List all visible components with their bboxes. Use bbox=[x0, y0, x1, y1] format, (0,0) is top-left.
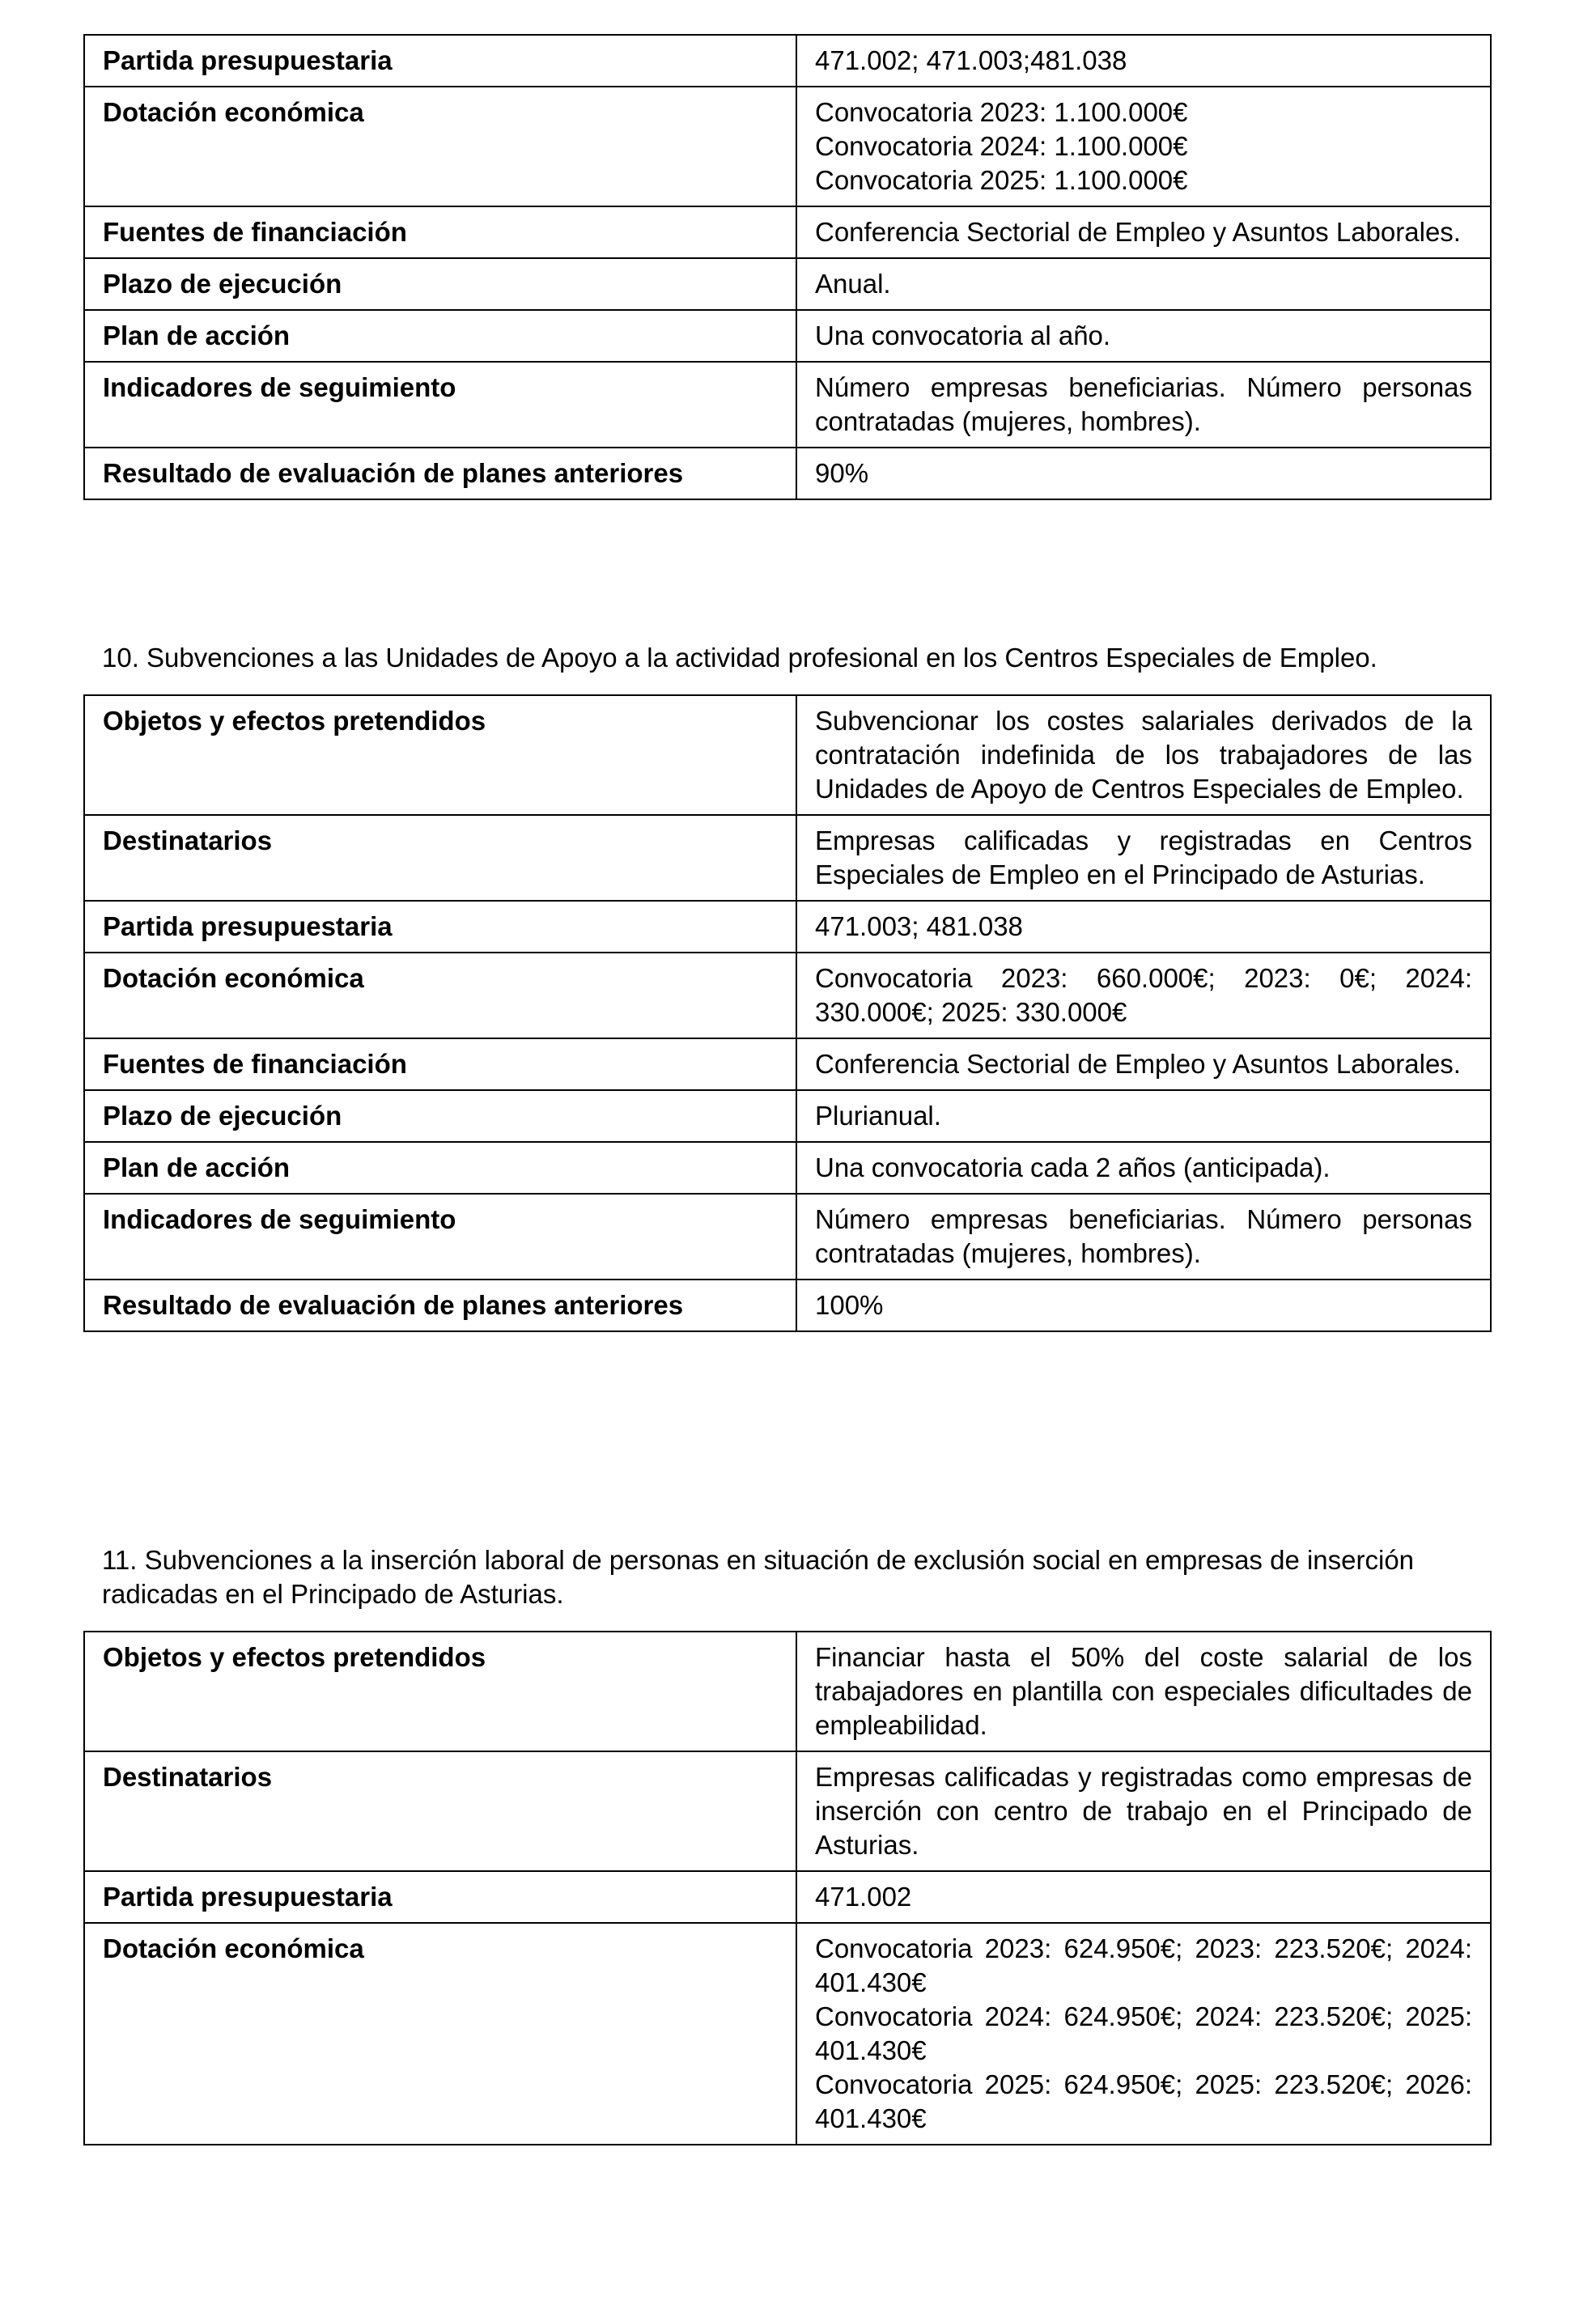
row-value bbox=[796, 87, 1491, 206]
row-label: Destinatarios bbox=[84, 815, 796, 901]
row-value bbox=[796, 362, 1491, 448]
table-row bbox=[84, 1142, 1491, 1194]
row-label: Plazo de ejecución bbox=[84, 1090, 796, 1142]
grant-table-11 bbox=[83, 1631, 1492, 2145]
row-label: Plan de acción bbox=[84, 310, 796, 362]
table-row bbox=[84, 448, 1491, 499]
row-value bbox=[796, 1632, 1491, 1751]
value-line: 90% bbox=[815, 458, 869, 488]
value-line: Plurianual. bbox=[815, 1101, 941, 1131]
row-label: Indicadores de seguimiento bbox=[84, 362, 796, 448]
table-row bbox=[84, 310, 1491, 362]
section-heading-10: 10. Subvenciones a las Unidades de Apoyo a la actividad profesional en los Centros Especiales de Empleo. bbox=[102, 643, 1377, 673]
table-row bbox=[84, 1194, 1491, 1280]
value-line: Financiar hasta el 50% del coste salarial de los trabajadores en plantilla con especiales dificultades de empleabilidad. bbox=[815, 1642, 1472, 1740]
value-line: Una convocatoria cada 2 años (anticipada). bbox=[815, 1152, 1331, 1182]
row-value bbox=[796, 35, 1491, 87]
row-value bbox=[796, 1871, 1491, 1923]
row-value bbox=[796, 815, 1491, 901]
value-line: Empresas calificadas y registradas en Centros Especiales de Empleo en el Principado de Asturias. bbox=[815, 825, 1472, 889]
row-label: Resultado de evaluación de planes anteriores bbox=[84, 448, 796, 499]
table-row bbox=[84, 1871, 1491, 1923]
row-value bbox=[796, 258, 1491, 310]
grant-table-10 bbox=[83, 694, 1492, 1332]
grant-table-9 bbox=[83, 34, 1492, 500]
row-value bbox=[796, 1280, 1491, 1331]
value-line: 471.003; 481.038 bbox=[815, 911, 1023, 941]
row-label: Fuentes de financiación bbox=[84, 206, 796, 258]
value-line: Conferencia Sectorial de Empleo y Asuntos Laborales. bbox=[815, 217, 1461, 247]
value-line: Anual. bbox=[815, 269, 891, 299]
section-heading-11: 11. Subvenciones a la inserción laboral de personas en situación de exclusión social en empresas de inserción radicadas en el Principado de Asturias. bbox=[102, 1545, 1415, 1609]
row-value bbox=[796, 1142, 1491, 1194]
table-row bbox=[84, 1923, 1491, 2145]
row-value bbox=[796, 1090, 1491, 1142]
value-line: 471.002 bbox=[815, 1882, 912, 1912]
value-line: Convocatoria 2025: 624.950€; 2025: 223.520€; 2026: 401.430€ bbox=[815, 2069, 1472, 2133]
value-line: Convocatoria 2025: 1.100.000€ bbox=[815, 165, 1188, 195]
table-row bbox=[84, 206, 1491, 258]
table-row bbox=[84, 1038, 1491, 1090]
table-row bbox=[84, 35, 1491, 87]
value-line: 471.002; 471.003;481.038 bbox=[815, 45, 1127, 75]
row-value bbox=[796, 310, 1491, 362]
value-line: Una convocatoria al año. bbox=[815, 320, 1111, 350]
row-label: Dotación económica bbox=[84, 953, 796, 1038]
row-value bbox=[796, 1038, 1491, 1090]
row-value bbox=[796, 1194, 1491, 1280]
table-row bbox=[84, 1632, 1491, 1751]
row-label: Dotación económica bbox=[84, 1923, 796, 2145]
row-value bbox=[796, 206, 1491, 258]
row-label: Destinatarios bbox=[84, 1751, 796, 1871]
value-line: Convocatoria 2023: 660.000€; 2023: 0€; 2024: 330.000€; 2025: 330.000€ bbox=[815, 963, 1472, 1027]
row-value bbox=[796, 1923, 1491, 2145]
value-line: 100% bbox=[815, 1290, 884, 1320]
table-row bbox=[84, 695, 1491, 815]
value-line: Número empresas beneficiarias. Número personas contratadas (mujeres, hombres). bbox=[815, 1204, 1472, 1268]
row-label: Resultado de evaluación de planes anteriores bbox=[84, 1280, 796, 1331]
row-value bbox=[796, 695, 1491, 815]
table-row bbox=[84, 258, 1491, 310]
row-label: Partida presupuestaria bbox=[84, 1871, 796, 1923]
row-value bbox=[796, 448, 1491, 499]
value-line: Número empresas beneficiarias. Número personas contratadas (mujeres, hombres). bbox=[815, 372, 1472, 436]
table-row bbox=[84, 87, 1491, 206]
table-body bbox=[84, 1632, 1491, 2145]
row-label: Fuentes de financiación bbox=[84, 1038, 796, 1090]
row-label: Plan de acción bbox=[84, 1142, 796, 1194]
value-line: Subvencionar los costes salariales derivados de la contratación indefinida de los trabajadores de las Unidades de Apoyo de Centros Especiales de Empleo. bbox=[815, 706, 1472, 804]
row-value bbox=[796, 1751, 1491, 1871]
value-line: Convocatoria 2024: 624.950€; 2024: 223.520€; 2025: 401.430€ bbox=[815, 2001, 1472, 2065]
row-label: Indicadores de seguimiento bbox=[84, 1194, 796, 1280]
table-row bbox=[84, 1090, 1491, 1142]
table-row bbox=[84, 953, 1491, 1038]
value-line: Convocatoria 2024: 1.100.000€ bbox=[815, 131, 1188, 161]
table-body bbox=[84, 35, 1491, 499]
row-value bbox=[796, 953, 1491, 1038]
row-label: Partida presupuestaria bbox=[84, 901, 796, 953]
table-body bbox=[84, 695, 1491, 1331]
table-row bbox=[84, 1280, 1491, 1331]
row-label: Objetos y efectos pretendidos bbox=[84, 1632, 796, 1751]
value-line: Convocatoria 2023: 1.100.000€ bbox=[815, 97, 1188, 127]
row-label: Objetos y efectos pretendidos bbox=[84, 695, 796, 815]
table-row bbox=[84, 362, 1491, 448]
value-line: Empresas calificadas y registradas como empresas de inserción con centro de trabajo en el Principado de Asturias. bbox=[815, 1762, 1472, 1860]
value-line: Conferencia Sectorial de Empleo y Asuntos Laborales. bbox=[815, 1049, 1461, 1079]
row-value bbox=[796, 901, 1491, 953]
row-label: Partida presupuestaria bbox=[84, 35, 796, 87]
table-row bbox=[84, 1751, 1491, 1871]
value-line: Convocatoria 2023: 624.950€; 2023: 223.520€; 2024: 401.430€ bbox=[815, 1933, 1472, 1997]
row-label: Plazo de ejecución bbox=[84, 258, 796, 310]
table-row bbox=[84, 901, 1491, 953]
table-row bbox=[84, 815, 1491, 901]
row-label: Dotación económica bbox=[84, 87, 796, 206]
